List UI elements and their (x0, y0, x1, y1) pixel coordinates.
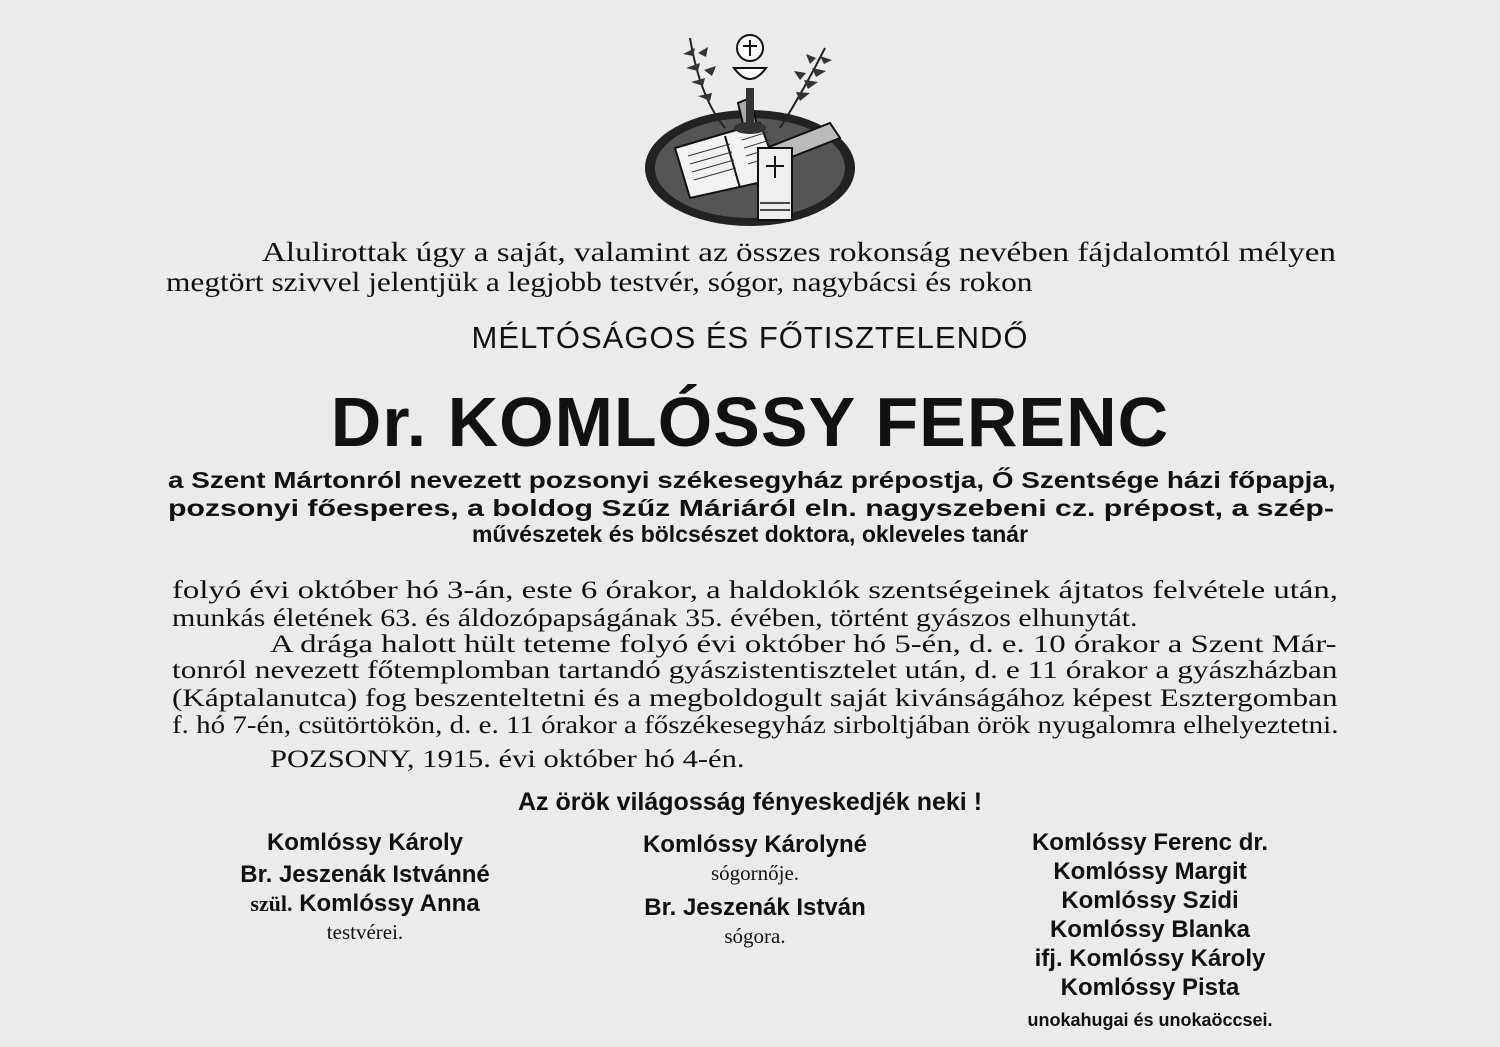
signatories-middle (590, 830, 920, 950)
signatory-name: ifj. Komlóssy Károly (1034, 945, 1266, 972)
body-line-2: munkás életének 63. és áldozópapságának 35. évében, történt gyászos elhunytát. (172, 605, 1138, 632)
signatory-name: Komlóssy Ferenc dr. (1031, 829, 1269, 856)
signatory-name: Br. Jeszenák Istvánné (240, 861, 490, 888)
signatory-name: Komlóssy Károlyné (642, 831, 868, 858)
titles-line-3: művészetek és bölcsészet doktora, okleveles tanár (471, 521, 1029, 547)
titles-line-2: pozsonyi főesperes, a boldog Szűz Máriáról eln. nagyszebeni cz. prépost, a szép- (168, 495, 1334, 521)
body-line-4: tonról nevezett főtemplomban tartandó gyászistentisztelet után, d. e 11 órakor a gyászházban (172, 657, 1338, 684)
intro-line-2: megtört szivvel jelentjük a legjobb testvér, sógor, nagybácsi és rokon (166, 267, 1033, 297)
blessing: Az örök világosság fényeskedjék neki ! (517, 788, 983, 816)
born-name-line (200, 889, 530, 918)
signatories-right (990, 828, 1310, 1034)
relation-siblings: testvérei. (326, 920, 404, 944)
signatory-name: Komlóssy Blanka (1049, 916, 1251, 943)
dateline: POZSONY, 1915. évi október hó 4-én. (270, 746, 745, 773)
relation-sister-in-law: sógornője. (710, 861, 800, 885)
signatory-name: Komlóssy Szidi (1061, 887, 1239, 914)
born-name: Komlóssy Anna (299, 890, 480, 917)
body-line-1: folyó évi október hó 3-án, este 6 órakor, a haldoklók szentségeinek ájtatos felvétele után, (172, 577, 1338, 604)
signatory-name: Komlóssy Margit (1053, 858, 1247, 885)
signatory-name: Br. Jeszenák István (644, 894, 866, 921)
chalice-book-emblem-icon (630, 28, 870, 228)
body-line-5: (Káptalanutca) fog beszenteltetni és a megboldogult saját kivánságához képest Esztergomban (172, 685, 1338, 712)
body-line-3: A drága halott hült teteme folyó évi október hó 5-én, d. e. 10 órakor a Szent Már- (270, 631, 1337, 658)
relation-nieces-nephews: unokahugai és unokaöccsei. (1027, 1010, 1273, 1030)
deceased-name: Dr. KOMLÓSSY FERENC (330, 383, 1170, 461)
signatory-name: Komlóssy Pista (1060, 974, 1240, 1001)
relation-brother-in-law: sógora. (724, 924, 786, 948)
intro-line-1: Alulirottak úgy a saját, valamint az összes rokonság nevében fájdalomtól mélyen (262, 237, 1336, 267)
born-prefix: szül. (250, 891, 293, 916)
body-line-6: f. hó 7-én, csütörtökön, d. e. 11 órakor a főszékesegyház sirboltjában örök nyugalomra elhelyeztetni. (172, 712, 1339, 739)
signatories-left (200, 828, 530, 946)
signatory-name: Komlóssy Károly (266, 829, 464, 856)
titles-line-1: a Szent Mártonról nevezett pozsonyi székesegyház prépostja, Ő Szentsége házi főpapja, (168, 467, 1336, 493)
honorific-title: MÉLTÓSÁGOS ÉS FŐTISZTELENDŐ (471, 320, 1029, 355)
